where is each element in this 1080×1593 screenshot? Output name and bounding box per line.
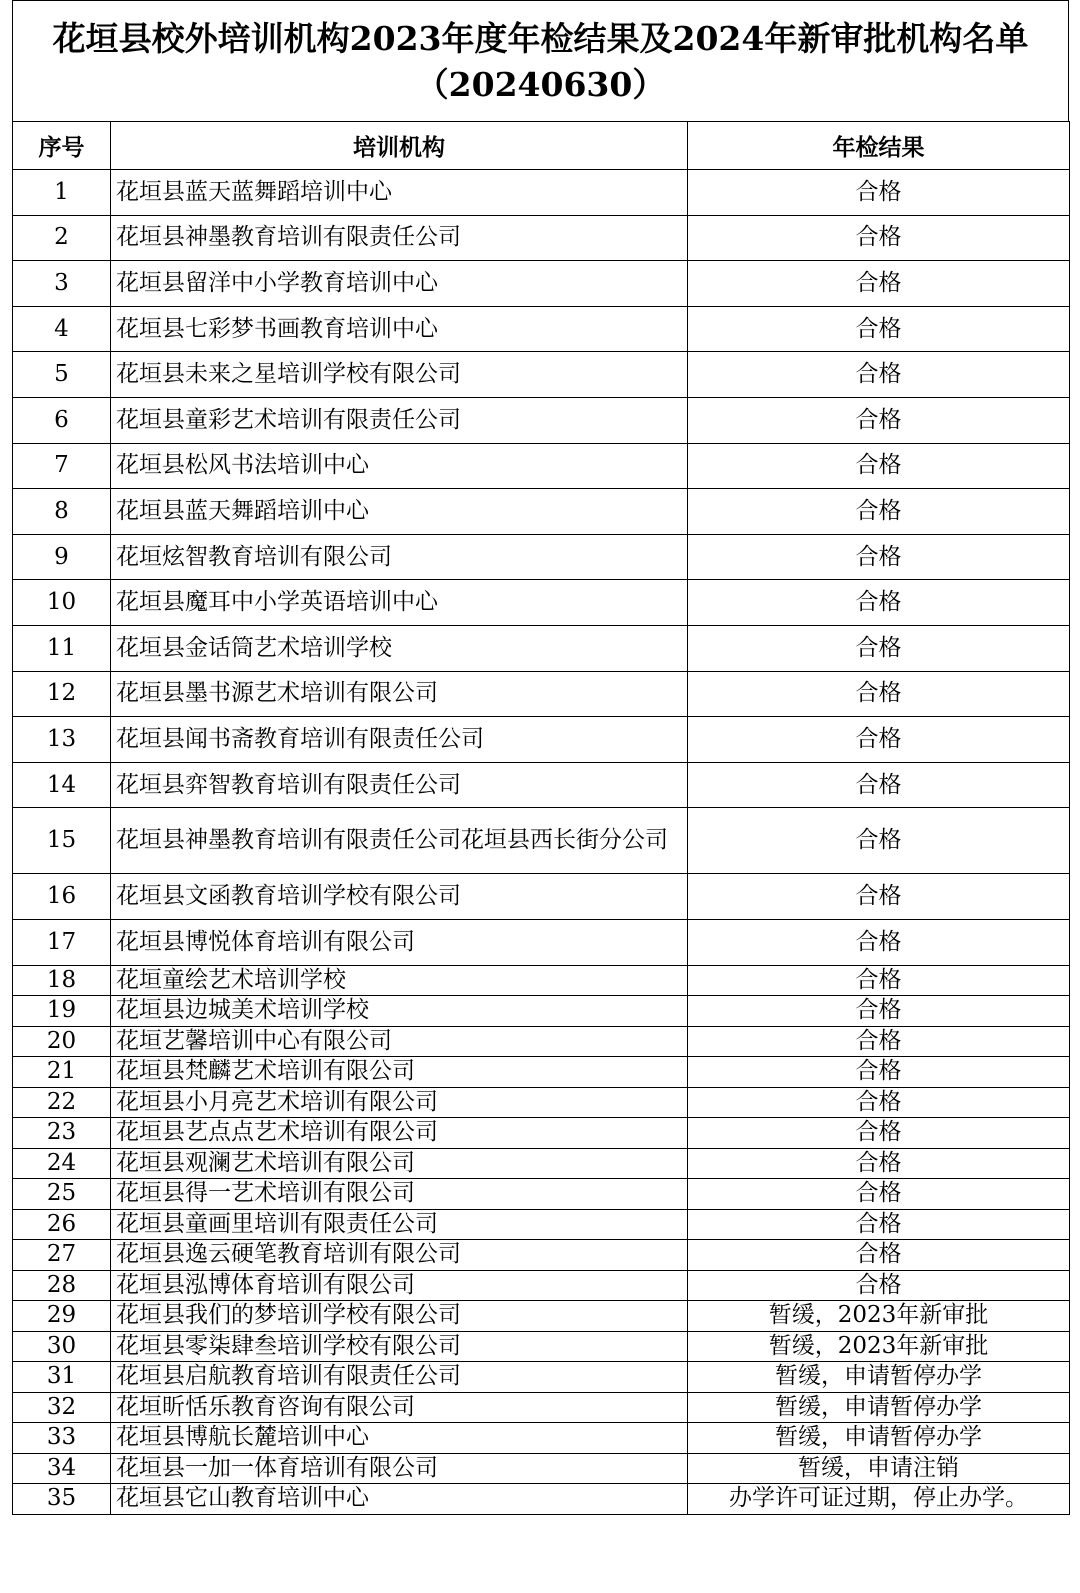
row-serial-number: 18 [13, 965, 111, 996]
row-serial-number: 31 [13, 1362, 111, 1393]
row-inspection-result: 合格 [688, 443, 1070, 489]
table-header-row [13, 122, 1070, 170]
row-serial-number: 28 [13, 1270, 111, 1301]
row-institution-name: 花垣县艺点点艺术培训有限公司 [111, 1118, 688, 1149]
table-row [13, 1484, 1070, 1515]
row-institution-name: 花垣县博航长麓培训中心 [111, 1423, 688, 1454]
table-row [13, 874, 1070, 920]
row-inspection-result: 合格 [688, 1057, 1070, 1088]
table-row [13, 717, 1070, 763]
row-institution-name: 花垣县闻书斋教育培训有限责任公司 [111, 717, 688, 763]
row-serial-number: 29 [13, 1301, 111, 1332]
row-institution-name: 花垣县七彩梦书画教育培训中心 [111, 306, 688, 352]
row-institution-name: 花垣县一加一体育培训有限公司 [111, 1453, 688, 1484]
results-table [12, 121, 1070, 1515]
row-serial-number: 14 [13, 762, 111, 808]
row-inspection-result: 合格 [688, 534, 1070, 580]
table-row [13, 919, 1070, 965]
row-inspection-result: 合格 [688, 996, 1070, 1027]
row-serial-number: 2 [13, 215, 111, 261]
row-institution-name: 花垣县魔耳中小学英语培训中心 [111, 580, 688, 626]
row-inspection-result: 暂缓，2023年新审批 [688, 1331, 1070, 1362]
table-row [13, 397, 1070, 443]
row-inspection-result: 合格 [688, 1270, 1070, 1301]
table-row [13, 215, 1070, 261]
row-inspection-result: 合格 [688, 306, 1070, 352]
row-serial-number: 34 [13, 1453, 111, 1484]
row-inspection-result: 合格 [688, 808, 1070, 874]
row-serial-number: 21 [13, 1057, 111, 1088]
table-row [13, 1179, 1070, 1210]
row-institution-name: 花垣县泓博体育培训有限公司 [111, 1270, 688, 1301]
row-serial-number: 5 [13, 352, 111, 398]
row-inspection-result: 合格 [688, 489, 1070, 535]
table-row [13, 1118, 1070, 1149]
row-institution-name: 花垣县墨书源艺术培训有限公司 [111, 671, 688, 717]
header-inspection-result: 年检结果 [688, 122, 1070, 170]
header-institution: 培训机构 [111, 122, 688, 170]
row-serial-number: 25 [13, 1179, 111, 1210]
row-institution-name: 花垣县神墨教育培训有限责任公司 [111, 215, 688, 261]
table-row [13, 1209, 1070, 1240]
table-row [13, 625, 1070, 671]
table-row [13, 261, 1070, 307]
row-serial-number: 3 [13, 261, 111, 307]
header-serial-number: 序号 [13, 122, 111, 170]
row-serial-number: 11 [13, 625, 111, 671]
row-inspection-result: 合格 [688, 397, 1070, 443]
row-inspection-result: 合格 [688, 1148, 1070, 1179]
row-institution-name: 花垣县弈智教育培训有限责任公司 [111, 762, 688, 808]
table-row [13, 1331, 1070, 1362]
row-institution-name: 花垣县得一艺术培训有限公司 [111, 1179, 688, 1210]
row-inspection-result: 合格 [688, 1118, 1070, 1149]
row-institution-name: 花垣县童彩艺术培训有限责任公司 [111, 397, 688, 443]
row-institution-name: 花垣艺馨培训中心有限公司 [111, 1026, 688, 1057]
table-row [13, 489, 1070, 535]
row-institution-name: 花垣县留洋中小学教育培训中心 [111, 261, 688, 307]
row-inspection-result: 办学许可证过期，停止办学。 [688, 1484, 1070, 1515]
row-institution-name: 花垣县金话筒艺术培训学校 [111, 625, 688, 671]
table-row [13, 1423, 1070, 1454]
row-institution-name: 花垣昕恬乐教育咨询有限公司 [111, 1392, 688, 1423]
row-inspection-result: 合格 [688, 352, 1070, 398]
row-institution-name: 花垣县边城美术培训学校 [111, 996, 688, 1027]
row-inspection-result: 合格 [688, 215, 1070, 261]
row-serial-number: 23 [13, 1118, 111, 1149]
row-serial-number: 16 [13, 874, 111, 920]
row-institution-name: 花垣县松风书法培训中心 [111, 443, 688, 489]
table-row [13, 1148, 1070, 1179]
row-institution-name: 花垣县逸云硬笔教育培训有限公司 [111, 1240, 688, 1271]
row-serial-number: 20 [13, 1026, 111, 1057]
row-inspection-result: 合格 [688, 874, 1070, 920]
row-inspection-result: 暂缓，2023年新审批 [688, 1301, 1070, 1332]
table-row [13, 1026, 1070, 1057]
table-row [13, 996, 1070, 1027]
table-row [13, 580, 1070, 626]
row-institution-name: 花垣县观澜艺术培训有限公司 [111, 1148, 688, 1179]
row-serial-number: 19 [13, 996, 111, 1027]
table-row [13, 534, 1070, 580]
row-inspection-result: 暂缓，申请注销 [688, 1453, 1070, 1484]
row-inspection-result: 合格 [688, 261, 1070, 307]
row-institution-name: 花垣童绘艺术培训学校 [111, 965, 688, 996]
row-serial-number: 7 [13, 443, 111, 489]
row-institution-name: 花垣县梵麟艺术培训有限公司 [111, 1057, 688, 1088]
row-institution-name: 花垣县我们的梦培训学校有限公司 [111, 1301, 688, 1332]
row-institution-name: 花垣县博悦体育培训有限公司 [111, 919, 688, 965]
table-row [13, 170, 1070, 216]
row-institution-name: 花垣县神墨教育培训有限责任公司花垣县西长街分公司 [111, 808, 688, 874]
row-serial-number: 10 [13, 580, 111, 626]
table-row [13, 762, 1070, 808]
row-serial-number: 13 [13, 717, 111, 763]
row-institution-name: 花垣县未来之星培训学校有限公司 [111, 352, 688, 398]
table-row [13, 352, 1070, 398]
table-row [13, 1240, 1070, 1271]
row-institution-name: 花垣县童画里培训有限责任公司 [111, 1209, 688, 1240]
row-institution-name: 花垣县小月亮艺术培训有限公司 [111, 1087, 688, 1118]
row-serial-number: 35 [13, 1484, 111, 1515]
row-serial-number: 4 [13, 306, 111, 352]
row-inspection-result: 合格 [688, 1026, 1070, 1057]
table-row [13, 1392, 1070, 1423]
row-inspection-result: 合格 [688, 919, 1070, 965]
table-row [13, 306, 1070, 352]
row-inspection-result: 暂缓，申请暂停办学 [688, 1362, 1070, 1393]
row-inspection-result: 合格 [688, 762, 1070, 808]
table-row [13, 671, 1070, 717]
row-inspection-result: 合格 [688, 580, 1070, 626]
row-serial-number: 6 [13, 397, 111, 443]
table-row [13, 808, 1070, 874]
row-serial-number: 15 [13, 808, 111, 874]
row-serial-number: 12 [13, 671, 111, 717]
table-row [13, 1087, 1070, 1118]
table-row [13, 443, 1070, 489]
row-serial-number: 22 [13, 1087, 111, 1118]
row-serial-number: 32 [13, 1392, 111, 1423]
document-title: 花垣县校外培训机构2023年度年检结果及2024年新审批机构名单（20240630） [12, 0, 1069, 121]
table-row [13, 1301, 1070, 1332]
table-row [13, 965, 1070, 996]
row-serial-number: 27 [13, 1240, 111, 1271]
table-row [13, 1270, 1070, 1301]
row-serial-number: 26 [13, 1209, 111, 1240]
table-row [13, 1362, 1070, 1393]
row-inspection-result: 合格 [688, 671, 1070, 717]
row-serial-number: 1 [13, 170, 111, 216]
row-serial-number: 17 [13, 919, 111, 965]
row-institution-name: 花垣县它山教育培训中心 [111, 1484, 688, 1515]
row-inspection-result: 合格 [688, 965, 1070, 996]
row-serial-number: 24 [13, 1148, 111, 1179]
row-institution-name: 花垣县文函教育培训学校有限公司 [111, 874, 688, 920]
row-inspection-result: 合格 [688, 1240, 1070, 1271]
row-institution-name: 花垣县启航教育培训有限责任公司 [111, 1362, 688, 1393]
row-inspection-result: 合格 [688, 170, 1070, 216]
row-inspection-result: 合格 [688, 1209, 1070, 1240]
row-serial-number: 33 [13, 1423, 111, 1454]
row-inspection-result: 合格 [688, 1087, 1070, 1118]
row-inspection-result: 暂缓，申请暂停办学 [688, 1423, 1070, 1454]
table-row [13, 1057, 1070, 1088]
row-inspection-result: 合格 [688, 1179, 1070, 1210]
row-serial-number: 9 [13, 534, 111, 580]
row-institution-name: 花垣县蓝天蓝舞蹈培训中心 [111, 170, 688, 216]
row-serial-number: 30 [13, 1331, 111, 1362]
row-institution-name: 花垣县零柒肆叁培训学校有限公司 [111, 1331, 688, 1362]
row-institution-name: 花垣炫智教育培训有限公司 [111, 534, 688, 580]
row-inspection-result: 暂缓，申请暂停办学 [688, 1392, 1070, 1423]
row-institution-name: 花垣县蓝天舞蹈培训中心 [111, 489, 688, 535]
row-serial-number: 8 [13, 489, 111, 535]
row-inspection-result: 合格 [688, 625, 1070, 671]
table-row [13, 1453, 1070, 1484]
document-sheet [12, 0, 1069, 1515]
table-body [13, 170, 1070, 1515]
row-inspection-result: 合格 [688, 717, 1070, 763]
